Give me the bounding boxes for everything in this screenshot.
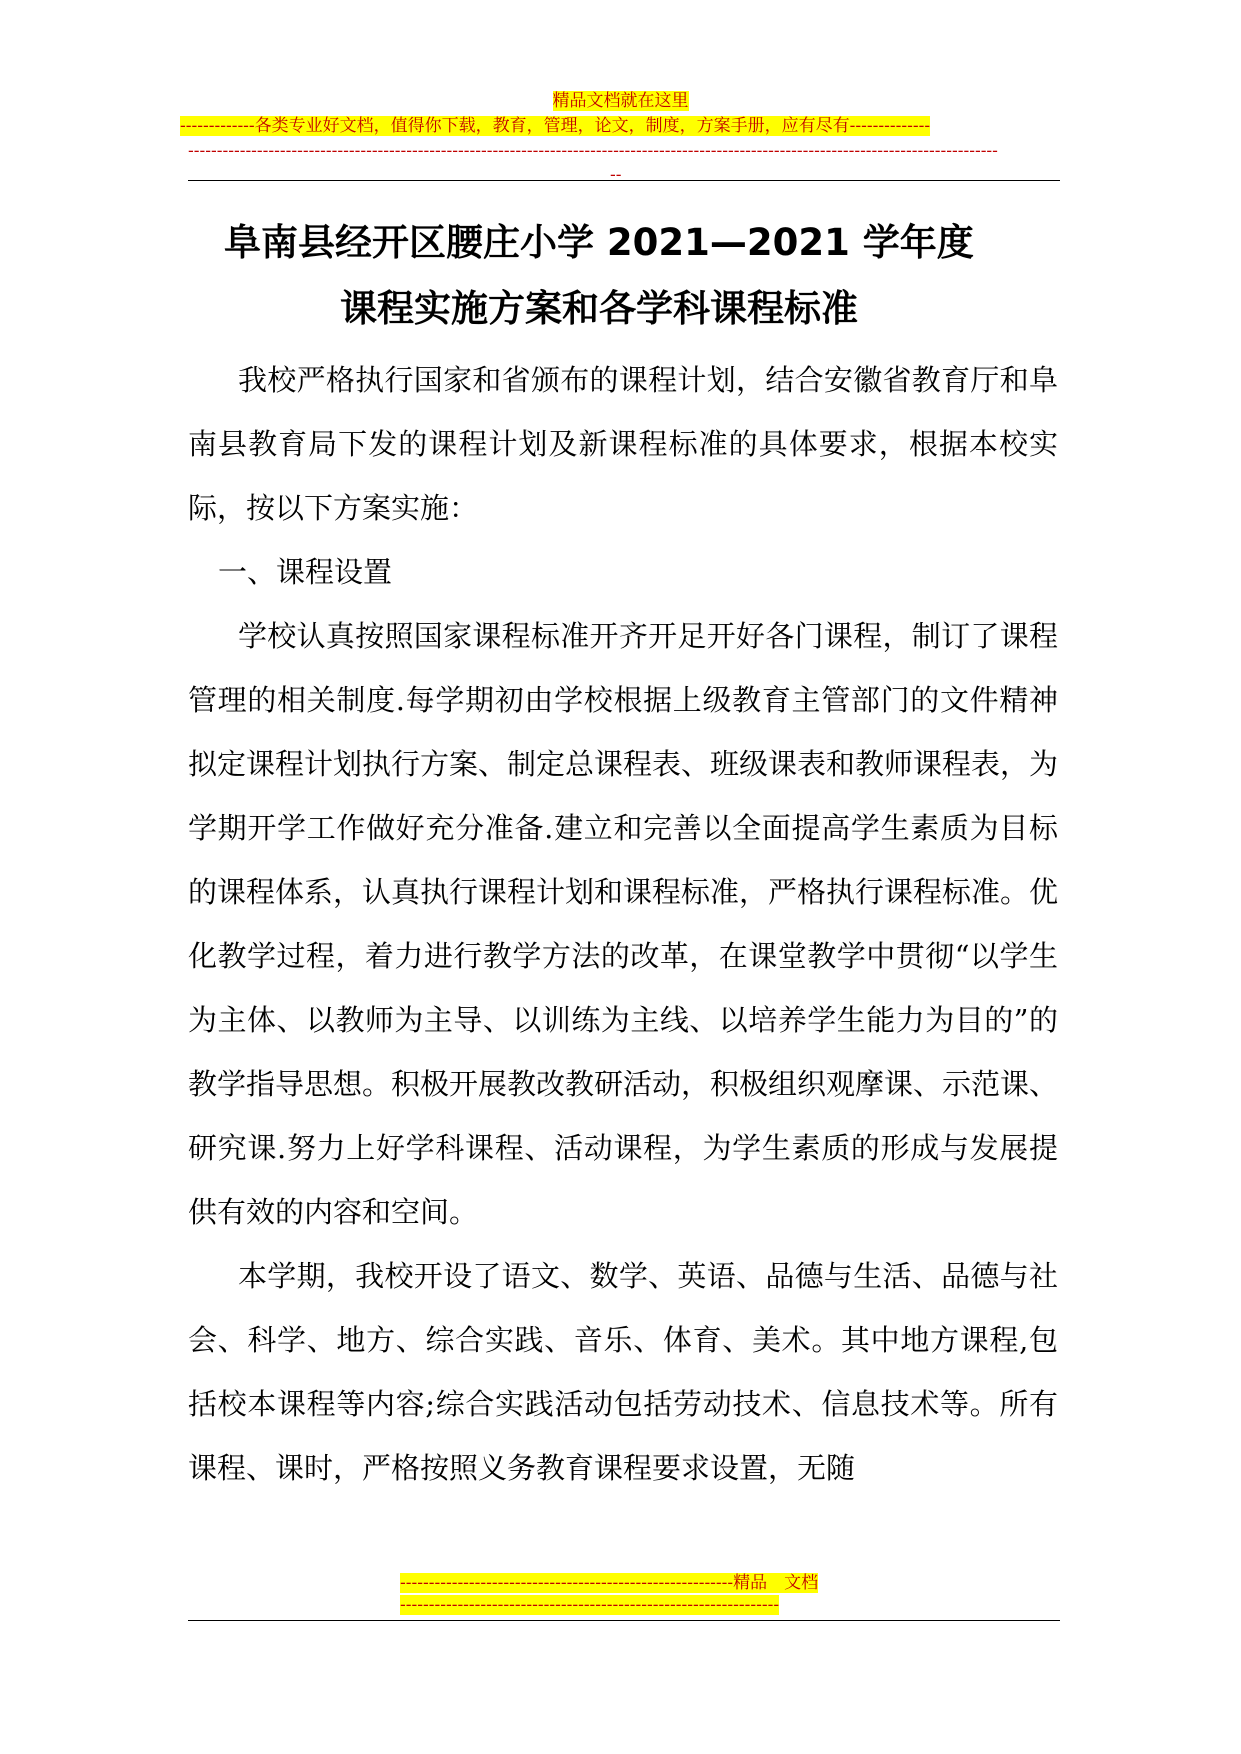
header-title-line [0, 90, 1241, 112]
document-title-line1: 阜南县经开区腰庄小学 2021—2021 学年度 [224, 221, 974, 264]
header-rule [188, 180, 1060, 181]
footer-line1 [400, 1572, 818, 1594]
paragraph-intro: 我校严格执行国家和省颁布的课程计划，结合安徽省教育厅和阜南县教育局下发的课程计划及新课程标准的具体要求，根据本校实际，按以下方案实施： [188, 363, 1058, 525]
footer-rule [188, 1620, 1060, 1621]
document-body [188, 348, 1058, 1500]
header-dashes-tail: -- [610, 165, 622, 185]
header-slogan: -------------各类专业好文档，值得你下载，教育，管理，论文，制度，方案手册，应有尽有-------------- [180, 116, 931, 136]
header-slogan-line [180, 115, 930, 137]
footer-line2 [400, 1594, 779, 1616]
header-title: 精品文档就在这里 [552, 91, 689, 111]
header-dashes: --------------------------------------------------------------------------------------------------------------------------------------------- [188, 141, 998, 161]
footer-text-2: ------------------------------------------------------------------ [400, 1595, 780, 1615]
section-heading-course-setup: 一、课程设置 [218, 555, 393, 589]
paragraph-course-setup: 学校认真按照国家课程标准开齐开足开好各门课程，制订了课程管理的相关制度.每学期初由学校根据上级教育主管部门的文件精神拟定课程计划执行方案、制定总课程表、班级课表和教师课程表，为学期开学工作做好充分准备.建立和完善以全面提高学生素质为目标的课程体系，认真执行课程计划和课程标准，严格执行课程标准。优化教学过程，着力进行教学方法的改革，在课堂教学中贯彻“以学生为主体、以教师为主导、以训练为主线、以培养学生能力为目的”的教学指导思想。积极开展教改教研活动，积极组织观摩课、示范课、研究课.努力上好学科课程、活动课程，为学生素质的形成与发展提供有效的内容和空间。 [188, 619, 1059, 1229]
document-title-line2: 课程实施方案和各学科课程标准 [340, 287, 858, 330]
paragraph-semester-courses: 本学期，我校开设了语文、数学、英语、品德与生活、品德与社会、科学、地方、综合实践、音乐、体育、美术。其中地方课程,包括校本课程等内容;综合实践活动包括劳动技术、信息技术等。所有课程、课时，严格按照义务教育课程要求设置，无随 [188, 1259, 1058, 1485]
footer-text-1: ----------------------------------------------------------精品 文档 [400, 1573, 819, 1593]
